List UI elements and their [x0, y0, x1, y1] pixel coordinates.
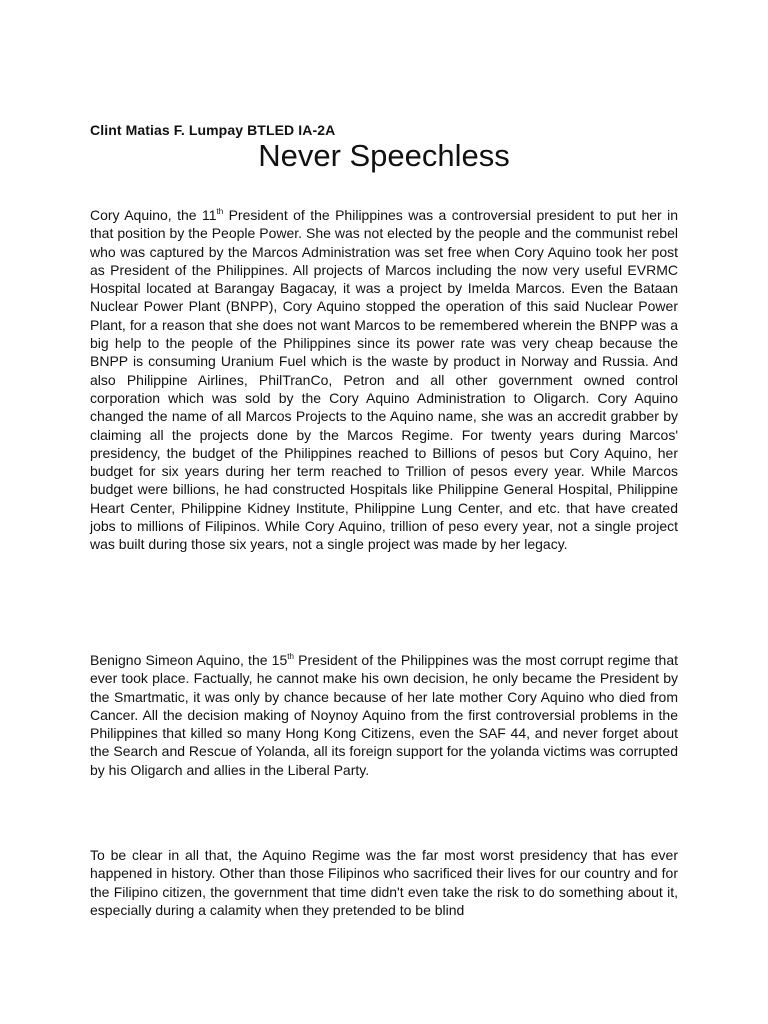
ordinal-suffix: th: [216, 207, 224, 216]
paragraph-conclusion: [90, 846, 678, 919]
paragraph-text: Cory Aquino, the 11: [90, 207, 217, 223]
paragraph-text: To be clear in all that, the Aquino Regime was the far most worst presidency that has ever happened in history. Other than those Filipinos who sacrificed their lives for our country and for the Filipino citizen, the government that time didn't even take the risk to do something about it, especially during a calamity when they pretended to be blind: [90, 847, 678, 918]
paragraph-text: Benigno Simeon Aquino, the 15: [90, 652, 288, 668]
paragraph-cory-aquino: [90, 206, 678, 554]
paragraph-text: President of the Philippines was a controversial president to put her in that position by the People Power. She was not elected by the people and the communist rebel who was captured by the Marcos Administration was set free when Cory Aquino took her post as President of the Philippines. All projects of Marcos including the now very useful EVRMC Hospital located at Barangay Bagacay, it was a project by Imelda Marcos. Even the Bataan Nuclear Power Plant (BNPP), Cory Aquino stopped the operation of this said Nuclear Power Plant, for a reason that she does not want Marcos to be remembered wherein the BNPP was a big help to the people of the Philippines since its power rate was very cheap because the BNPP is consuming Uranium Fuel which is the waste by product in Norway and Russia. And also Philippine Airlines, PhilTranCo, Petron and all other government owned control corporation which was sold by the Cory Aquino Administration to Oligarch. Cory Aquino changed the name of all Marcos Projects to the Aquino name, she was an accredit grabber by claiming all the projects done by the Marcos Regime. For twenty years during Marcos' presidency, the budget of the Philippines reached to Billions of pesos but Cory Aquino, her budget for six years during her term reached to Trillion of pesos every year. While Marcos budget were billions, he had constructed Hospitals like Philippine General Hospital, Philippine Heart Center, Philippine Kidney Institute, Philippine Lung Center, and etc. that have created jobs to millions of Filipinos. While Cory Aquino, trillion of peso every year, not a single project was built during those six years, not a single project was made by her legacy.: [90, 207, 678, 553]
ordinal-suffix: th: [287, 652, 294, 661]
author-line: Clint Matias F. Lumpay BTLED IA-2A: [90, 122, 336, 138]
paragraph-benigno-aquino: [90, 651, 678, 779]
document-title: Never Speechless: [258, 138, 510, 173]
paragraph-text: President of the Philippines was the most corrupt regime that ever took place. Factually, he cannot make his own decision, he only became the President by the Smartmatic, it was only by chance because of her late mother Cory Aquino who died from Cancer. All the decision making of Noynoy Aquino from the first controversial problems in the Philippines that killed so many Hong Kong Citizens, even the SAF 44, and never forget about the Search and Rescue of Yolanda, all its foreign support for the yolanda victims was corrupted by his Oligarch and allies in the Liberal Party.: [90, 652, 678, 778]
